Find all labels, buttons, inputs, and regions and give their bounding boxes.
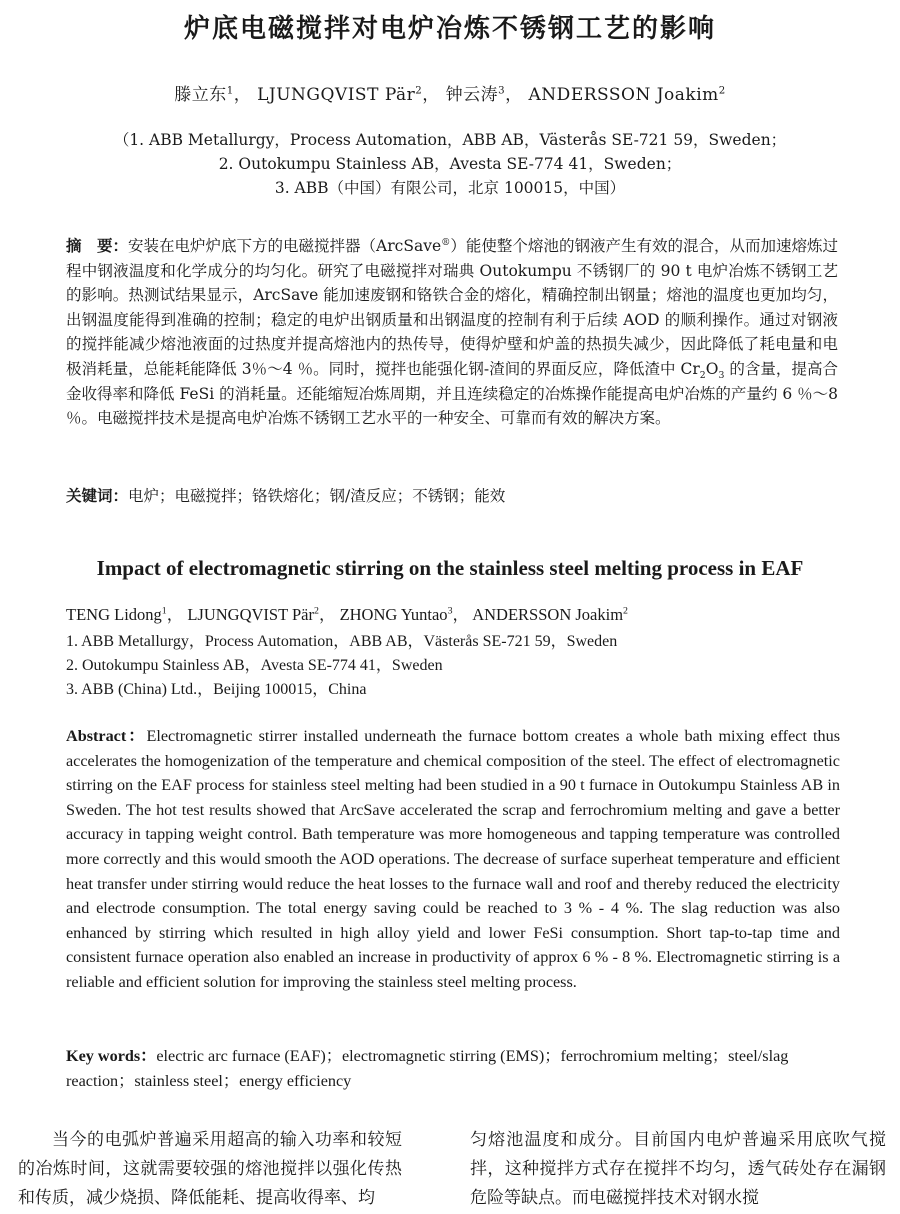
keywords-label-en: Key words： xyxy=(66,1047,157,1065)
subscript: 3 xyxy=(718,370,725,382)
abstract-label-en: Abstract： xyxy=(66,727,147,745)
affiliation-line: 1. ABB Metallurgy，Process Automation，ABB AB，Västerås SE-721 59，Sweden xyxy=(66,633,618,650)
author-name: 滕立东 xyxy=(174,85,227,105)
author-affiliation-mark: 1 xyxy=(161,605,167,617)
author-separator: ， xyxy=(452,605,469,624)
paper-title-en: Impact of electromagnetic stirring on the stainless steel melting process in EAF xyxy=(96,556,804,580)
keywords-en xyxy=(66,1044,840,1093)
author-affiliation-mark: 3 xyxy=(447,605,453,617)
author-separator: ， xyxy=(318,605,336,624)
abstract-text: Electromagnetic stirrer installed underneath the furnace bottom creates a whole bath mixing effect thus accelerates the homogenization of the temperature and chemical composition of the steel. The effect of electromagnetic stirring on the EAF process for stainless steel melting had been studied in a 90 t furnace in Outokumpu Stainless AB in Sweden. The hot test results showed that ArcSave accelerated the scrap and ferrochromium melting and gave a better accuracy in tapping weight control. Bath temperature was more homogeneous and tapping temperature was controlled more correctly and this would smooth the AOD operations. The decrease of surface superheat temperature and efficient heat transfer under stirring would reduce the heat losses to the furnace wall and roof and thereby reduced the electricity and electrode consumption. The total energy saving could be reached to 3 % - 4 %. The slag reduction was also enhanced by stirring which resulted in high alloy yield and lower FeSi consumption. Short tap-to-tap time and consistent furnace operation also enabled an increase in productivity of approx 6 % - 8 %. Electromagnetic stirring is a reliable and efficient solution for improving the stainless steel melting process. xyxy=(66,727,840,991)
author-name: TENG Lidong xyxy=(66,605,162,624)
keywords-label-cn: 关键词： xyxy=(66,487,129,505)
affiliations-cn xyxy=(0,128,900,200)
author-list-cn xyxy=(0,80,900,105)
abstract-label-cn: 摘 要： xyxy=(66,237,129,255)
author-affiliation-mark: 2 xyxy=(314,605,319,617)
author-separator: ， xyxy=(505,85,523,105)
registered-mark: ® xyxy=(441,236,451,248)
author-affiliation-mark: 2 xyxy=(415,85,423,97)
author-name: ANDERSSON Joakim xyxy=(528,85,719,105)
author-separator: ， xyxy=(233,85,252,105)
affiliation-line: 2. Outokumpu Stainless AB，Avesta SE-774 41，Sweden； xyxy=(218,155,682,173)
affiliation-line: （1. ABB Metallurgy，Process Automation，ABB AB，Västerås SE-721 59，Sweden； xyxy=(113,131,787,149)
author-affiliation-mark: 2 xyxy=(718,85,726,97)
author-name: ANDERSSON Joakim xyxy=(472,605,624,624)
author-separator: ， xyxy=(422,85,440,105)
abstract-text: ）能使整个熔池的钢液产生有效的混合，从而加速熔炼过程中钢液温度和化学成分的均匀化。研究了电磁搅拌对瑞典 Outokumpu 不锈钢厂的 90 t 电炉冶炼不锈钢工艺的影响。热测试结果显示，ArcSave 能加速废钢和铬铁合金的熔化，精确控制出钢量；熔池的温度也更加均匀，出钢温度能得到准确的控制；稳定的电炉出钢质量和出钢温度的控制有利于后续 AOD 的顺利操作。通过对钢液的搅拌能减少熔池液面的过热度并提高熔池内的热传导，使得炉壁和炉盖的热损失减少，因此降低了耗电量和电极消耗量，总能耗能降低 3％～4 ％。同时，搅拌也能强化钢-渣间的界面反应，降低渣中 Cr xyxy=(66,237,838,378)
abstract-text: 安装在电炉炉底下方的电磁搅拌器（ArcSave xyxy=(128,237,442,255)
author-affiliation-mark: 3 xyxy=(498,85,506,97)
body-column-right: 匀熔池温度和成分。目前国内电炉普遍采用底吹气搅拌，这种搅拌方式存在搅拌不均匀，透气砖处存在漏钢危险等缺点。而电磁搅拌技术对钢水搅 xyxy=(470,1130,886,1208)
author-affiliation-mark: 2 xyxy=(623,605,628,617)
abstract-en xyxy=(66,724,840,995)
author-list-en xyxy=(66,603,838,627)
affiliations-en xyxy=(66,630,838,702)
keywords-text: 电炉；电磁搅拌；铬铁熔化；钢/渣反应；不锈钢；能效 xyxy=(128,487,506,505)
paper-title-cn: 炉底电磁搅拌对电炉冶炼不锈钢工艺的影响 xyxy=(183,14,716,44)
author-separator: ， xyxy=(166,605,184,624)
author-name: LJUNGQVIST Pär xyxy=(187,605,314,624)
abstract-text: 的含量，提高合金收得率和降低 FeSi 的消耗量。还能缩短冶炼周期，并且连续稳定的冶炼操作能提高电炉冶炼的产量约 6 ％～8 ％。电磁搅拌技术是提高电炉冶炼不锈钢工艺水平的一种安全、可靠而有效的解决方案。 xyxy=(66,359,838,428)
affiliation-line: 3. ABB（中国）有限公司，北京 100015，中国） xyxy=(274,179,626,197)
affiliation-line: 2. Outokumpu Stainless AB，Avesta SE-774 41，Sweden xyxy=(66,657,443,674)
keywords-cn xyxy=(66,484,838,508)
body-column-left: 当今的电弧炉普遍采用超高的输入功率和较短的冶炼时间，这就需要较强的熔池搅拌以强化传热和传质，减少烧损、降低能耗、提高收得率、均 xyxy=(18,1130,402,1208)
affiliation-line: 3. ABB (China) Ltd.，Beijing 100015，China xyxy=(66,681,367,698)
author-affiliation-mark: 1 xyxy=(226,85,234,97)
abstract-cn xyxy=(66,234,838,431)
subscript: 2 xyxy=(699,370,706,382)
author-name: ZHONG Yuntao xyxy=(339,605,448,624)
keywords-text: electric arc furnace (EAF)；electromagnetic stirring (EMS)；ferrochromium melting；steel/slag reaction；stainless steel；energy efficiency xyxy=(66,1047,789,1090)
abstract-text: O xyxy=(705,359,719,378)
author-name: LJUNGQVIST Pär xyxy=(257,85,416,105)
author-name: 钟云涛 xyxy=(445,85,499,105)
